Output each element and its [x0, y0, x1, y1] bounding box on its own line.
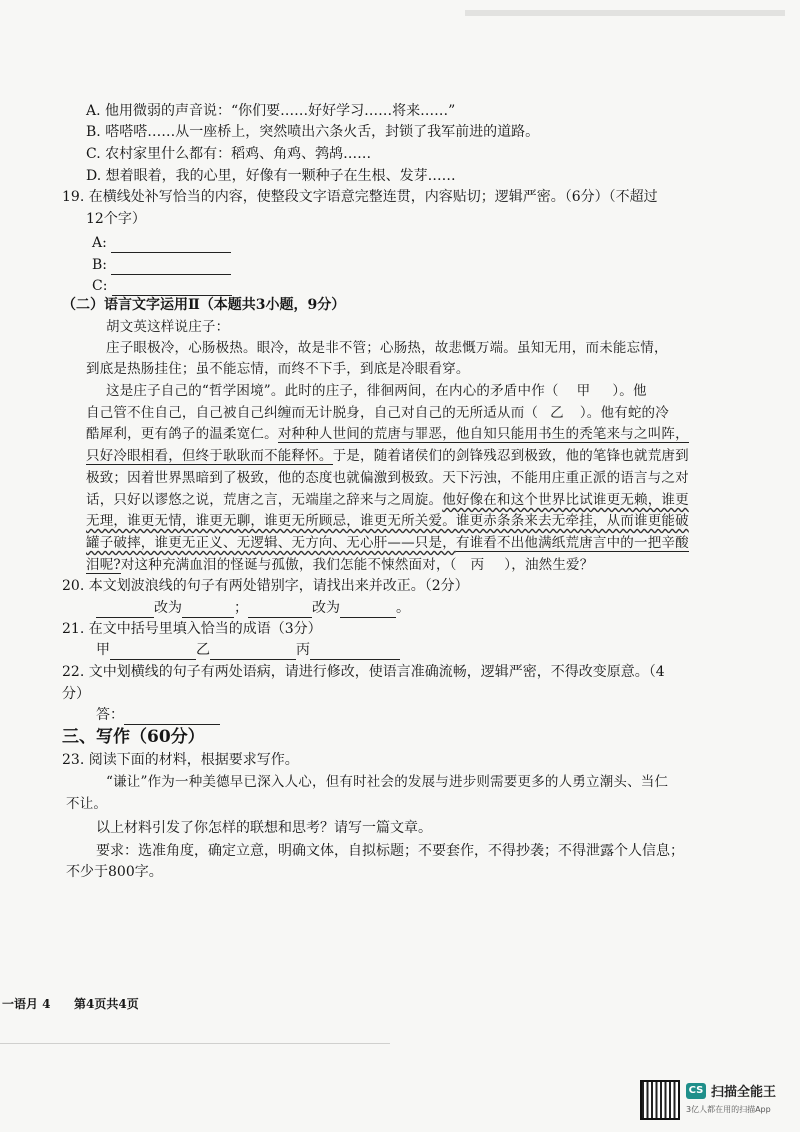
answer-blank: [124, 708, 220, 725]
answer-blank: [96, 601, 154, 618]
blank-mark-jia: 甲: [576, 383, 591, 399]
passage-line-7: 无理，谁更无情，谁更无聊，谁更无所顾忌，谁更无所关爱。谁更赤条条来去无牵挂，从而谁更能破: [86, 513, 689, 529]
material-line-1: “谦让”作为一种美德早已深入人心，但有时社会的发展与进步则需要更多的人勇立潮头、当仁: [106, 774, 669, 790]
camscanner-brand: 扫描全能王: [711, 1085, 777, 1100]
answer-blank: [111, 236, 231, 253]
camscanner-slogan: 3亿人都在用的扫描App: [686, 1105, 771, 1114]
answer-blank: [110, 643, 196, 660]
passage-line-1: [106, 381, 647, 401]
option-d: D. 想着眼着，我的心里，好像有一颗种子在生根、发芽……: [86, 168, 456, 184]
material-line-2: 不让。: [66, 796, 108, 812]
blank-mark-yi: 乙: [550, 405, 564, 421]
answer-blank: [111, 258, 231, 275]
qr-code-icon: [640, 1080, 680, 1120]
q19-prompt-cont: 12个字）: [86, 211, 146, 227]
passage-text: 对这种充满血泪的怪诞与孤傲，我们怎能不悚然面对，（: [120, 557, 457, 573]
q21-prompt: 21. 在文中括号里填入恰当的成语（3分）: [62, 621, 322, 637]
q19-label-a: A:: [92, 235, 107, 251]
requirements-line-1: 要求：选准角度，确定立意，明确文体，自拟标题；不要套作，不得抄袭；不得泄露个人信息；: [96, 843, 684, 859]
answer-blank: [182, 601, 234, 618]
wavy-sentence: 他好像在和这个世界比试谁更无赖，谁更: [442, 492, 689, 508]
q19-label-b: B:: [92, 257, 108, 273]
q23-prompt: 23. 阅读下面的材料，根据要求写作。: [62, 752, 299, 768]
passage-line-9: [86, 555, 593, 575]
passage-text: ），油然生爱？: [504, 557, 594, 573]
q21-label-jia: 甲: [96, 642, 110, 658]
q22-prompt-cont: 分）: [62, 686, 90, 702]
passage-text: 酷犀利，更有鸽子的温柔宽仁。: [86, 426, 278, 442]
footer-page-number: 第4页共4页: [74, 997, 139, 1011]
passage-text: 自己管不住自己，自己被自己纠缠而无计脱身，自己对自己的无所适从而（: [86, 405, 539, 421]
passage-line-5: 极致；因着世界黑暗到了极致，他的态度也就偏激到极致。天下污浊，不能用庄重正派的语言与之对: [86, 470, 689, 486]
passage-line-8: [86, 533, 689, 553]
q19-label-c: C:: [92, 278, 108, 294]
option-c: C. 农村家里什么都有：稻鸡、角鸡、鹁鸪……: [86, 146, 372, 162]
passage-text: 这是庄子自己的“哲学困境”。此时的庄子，徘徊两间，在内心的矛盾中作（: [106, 383, 559, 399]
answer-label: 答：: [96, 707, 124, 723]
passage-text: ）。他有蛇的冷: [579, 405, 669, 421]
passage-line-3: [86, 424, 689, 444]
passage-line-2: [86, 403, 669, 423]
answer-blank: [210, 643, 296, 660]
q20-answer-line: 改为 ； 改为 。: [96, 598, 410, 618]
option-b: B. 嗒嗒嗒……从一座桥上，突然喷出六条火舌，封锁了我军前进的道路。: [86, 124, 540, 140]
passage-line-6: [86, 490, 689, 510]
quote-line-1: 庄子眼极冷，心肠极热。眼冷，故是非不管；心肠热，故悲慨万端。虽知无用，而未能忘情，: [106, 340, 668, 356]
scan-smudge: [465, 10, 785, 16]
change-label: 改为: [312, 600, 340, 616]
section2-intro: 胡文英这样说庄子：: [106, 319, 230, 335]
writing-prompt: 以上材料引发了你怎样的联想和思考？请写一篇文章。: [96, 820, 432, 836]
q19-blank-a: [92, 233, 231, 253]
blank-mark-bing: 丙: [470, 557, 485, 573]
q19-prompt: 19. 在横线处补写恰当的内容，使整段文字语意完整连贯，内容贴切；逻辑严密。（6分）（不超过: [62, 189, 658, 205]
answer-blank: [310, 643, 400, 660]
q20-prompt: 20. 本文划波浪线的句子有两处错别字，请找出来并改正。（2分）: [62, 578, 469, 594]
q21-label-yi: 乙: [196, 642, 210, 658]
underlined-sentence: 有谁看不出他满纸荒唐言中的一把辛酸: [455, 535, 689, 551]
footer-code: 一语月 4: [2, 997, 51, 1011]
passage-text: ）。他: [612, 383, 647, 399]
q21-label-bing: 丙: [296, 642, 310, 658]
q19-blank-b: [92, 255, 231, 275]
change-label: 改为: [154, 600, 182, 616]
passage-text: 话，只好以谬悠之说，荒唐之言，无端崖之辞来与之周旋。: [86, 492, 443, 508]
scan-edge-line: [0, 1043, 390, 1044]
answer-blank: [248, 601, 312, 618]
q21-answer-line: [96, 640, 400, 660]
passage-text: 于是，随着诸侯们的剑锋残忍到极致，他的笔锋也就荒唐到: [332, 448, 689, 464]
underlined-sentence: 只好冷眼相看，但终于耿耿而不能释怀。: [86, 448, 333, 464]
passage-line-4: [86, 446, 689, 466]
underlined-sentence: 泪呢?: [86, 557, 121, 573]
wavy-sentence: 罐子破摔，谁更无正义、无逻辑、无方向、无心肝——只是，: [86, 535, 456, 551]
q19-blank-c: [92, 276, 232, 296]
section3-title: 三、写作（60分）: [62, 727, 205, 747]
answer-blank: [340, 601, 396, 618]
answer-blank: [112, 279, 232, 296]
q22-answer-line: [96, 705, 220, 725]
option-a: A. 他用微弱的声音说：“你们要……好好学习……将来……”: [86, 103, 456, 119]
q22-prompt: 22. 文中划横线的句子有两处语病，请进行修改，使语言准确流畅，逻辑严密，不得改变原意。（4: [62, 664, 665, 680]
camscanner-logo: CS: [686, 1083, 706, 1099]
section2-title: （二）语言文字运用Ⅱ（本题共3小题，9分）: [62, 297, 346, 313]
quote-line-2: 到底是热肠挂住；虽不能忘情，而终不下手，到底是冷眼看穿。: [86, 361, 470, 377]
underlined-sentence: 对种种人世间的荒唐与罪恶，他自知只能用书生的秃笔来与之叫阵，: [277, 426, 689, 442]
requirements-line-2: 不少于800字。: [66, 864, 163, 880]
